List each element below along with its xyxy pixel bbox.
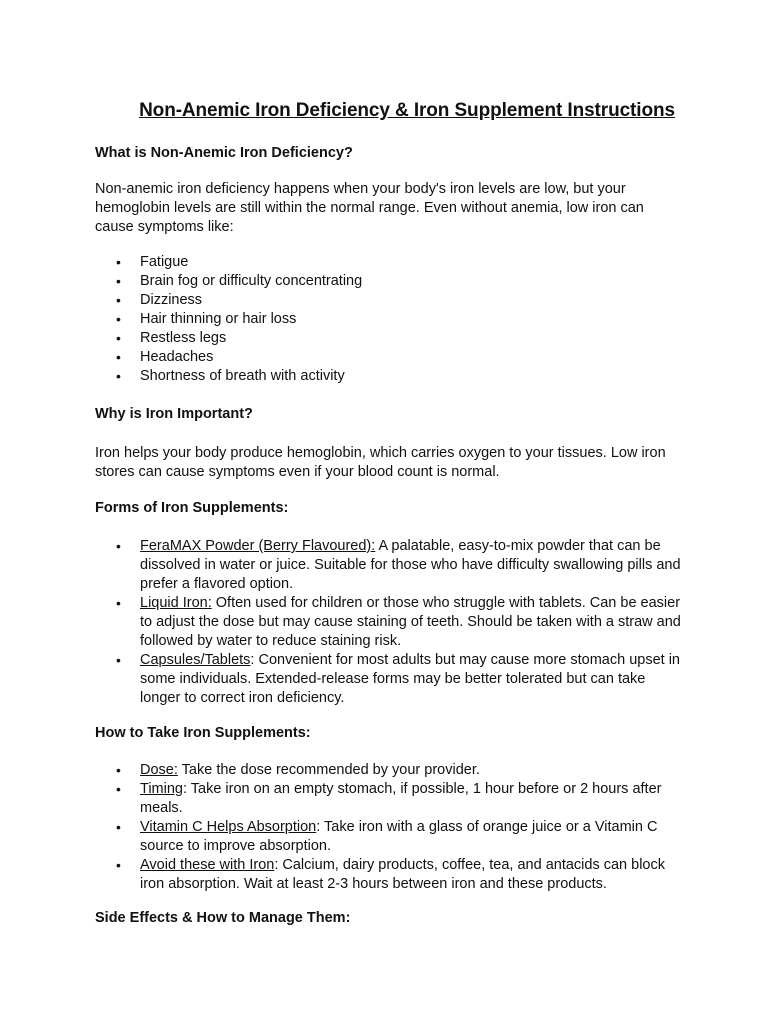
- how-to-take-list: [116, 761, 686, 894]
- section-heading-why-iron: Why is Iron Important?: [95, 406, 253, 422]
- list-item-term: Avoid these with Iron: [140, 857, 275, 873]
- symptoms-list: [116, 253, 686, 386]
- list-item: • Shortness of breath with activity: [116, 367, 686, 386]
- list-item-text: A palatable, easy-to-mix powder that can be dissolved in water or juice. Suitable for those who have difficulty swallowing pills and prefer a flavored option.: [140, 538, 681, 592]
- list-item-text: Often used for children or those who struggle with tablets. Can be easier to adjust the dose but may cause staining of teeth. Should be taken with a straw and followed by water to reduce staining risk.: [140, 595, 681, 649]
- section-heading-what-is: What is Non-Anemic Iron Deficiency?: [95, 145, 353, 161]
- list-item: • Dizziness: [116, 291, 686, 310]
- list-item: [116, 594, 686, 651]
- list-item: [116, 651, 686, 708]
- list-item: [116, 780, 686, 818]
- list-item: • Headaches: [116, 348, 686, 367]
- section-paragraph-what-is: Non-anemic iron deficiency happens when your body's iron levels are low, but your hemoglobin levels are still within the normal range. Even without anemia, low iron can cause symptoms like:: [95, 181, 644, 235]
- forms-list: [116, 537, 686, 708]
- list-item-text: : Convenient for most adults but may cause more stomach upset in some individuals. Extended-release forms may be better tolerated but can take longer to correct iron deficiency.: [140, 652, 680, 706]
- list-item-text: Take the dose recommended by your provider.: [177, 762, 480, 778]
- list-item-text: : Calcium, dairy products, coffee, tea, and antacids can block iron absorption. Wait at least 2-3 hours between iron and these products.: [140, 857, 665, 892]
- list-item: [116, 818, 686, 856]
- list-item-term: Timing: [140, 781, 183, 797]
- list-item: • Brain fog or difficulty concentrating: [116, 272, 686, 291]
- section-heading-how-to-take: How to Take Iron Supplements:: [95, 725, 311, 741]
- list-item-text: : Take iron on an empty stomach, if possible, 1 hour before or 2 hours after meals.: [140, 781, 662, 816]
- list-item-term: Dose:: [140, 762, 178, 778]
- section-paragraph-why-iron: Iron helps your body produce hemoglobin, which carries oxygen to your tissues. Low iron stores can cause symptoms even if your blood count is normal.: [95, 445, 666, 480]
- list-item: [116, 856, 686, 894]
- list-item: • Fatigue: [116, 253, 686, 272]
- document-title: Non-Anemic Iron Deficiency & Iron Supplement Instructions: [139, 100, 675, 121]
- list-item-text: : Take iron with a glass of orange juice or a Vitamin C source to improve absorption.: [140, 819, 658, 854]
- list-item: • Hair thinning or hair loss: [116, 310, 686, 329]
- section-heading-forms: Forms of Iron Supplements:: [95, 500, 289, 516]
- list-item: • Restless legs: [116, 329, 686, 348]
- list-item: [116, 537, 686, 594]
- list-item: [116, 761, 686, 780]
- list-item-term: FeraMAX Powder (Berry Flavoured):: [140, 538, 376, 554]
- list-item-term: Capsules/Tablets: [140, 652, 251, 668]
- list-item-term: Vitamin C Helps Absorption: [140, 819, 317, 835]
- section-heading-side-effects: Side Effects & How to Manage Them:: [95, 910, 351, 926]
- list-item-term: Liquid Iron:: [140, 595, 212, 611]
